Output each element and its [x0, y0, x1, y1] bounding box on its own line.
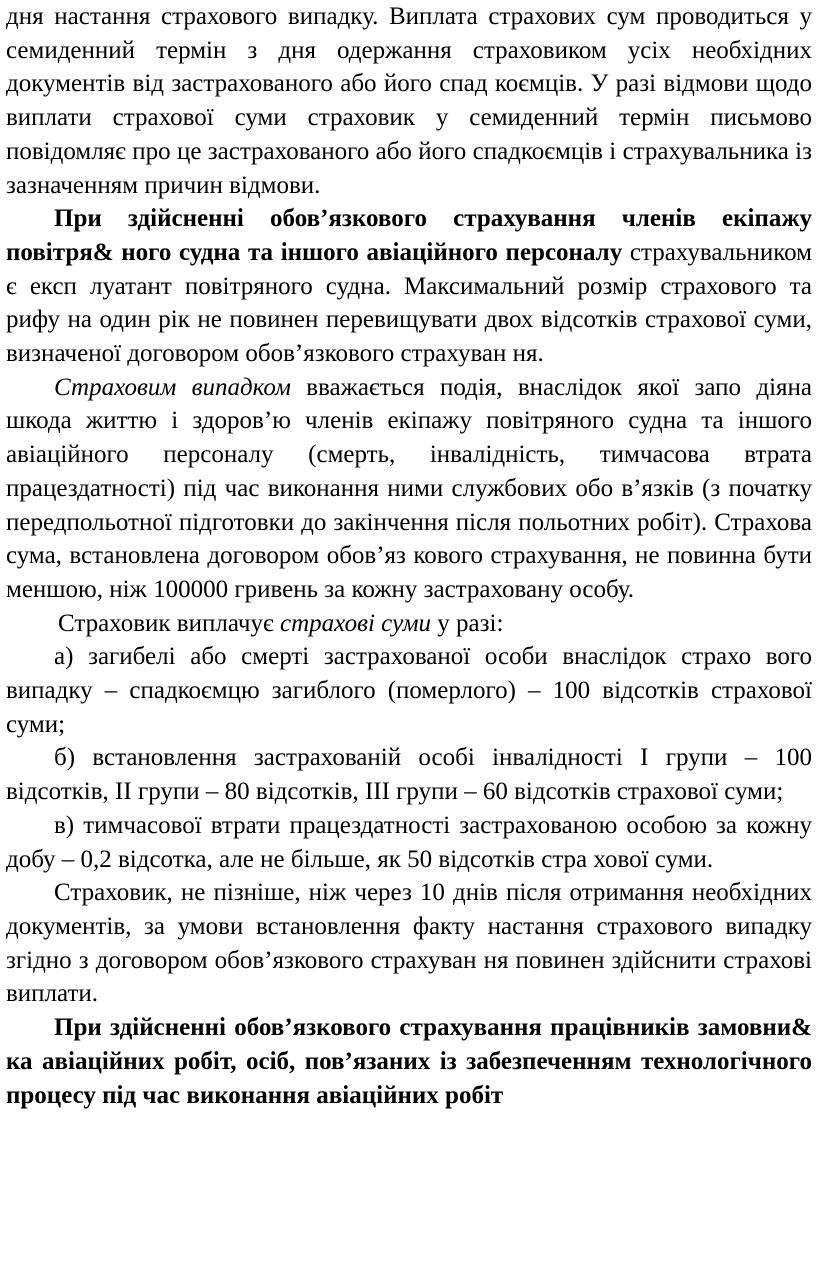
paragraph-2-text: страхувальником є експ луатант повітряного судна. Максимальний розмір страхового та рифу на один рік не повинен перевищувати двох відсотків страхової суми, визначеної договором обов’язкового страхуван ня.	[6, 238, 813, 368]
paragraph-2	[6, 202, 812, 371]
list-item-b: б) встановлення застрахованій особі інвалідності I групи – 100 відсотків, II групи – 80 відсотків, III групи – 60 відсотків страхової суми;	[6, 744, 812, 806]
paragraph-9	[6, 1011, 812, 1112]
paragraph-3-italic-term: Страховим випадком	[54, 373, 291, 401]
paragraph-2-bold-lead: При здійсненні обов’язкового страхування членів екіпажу повітря& ного судна та іншого авіаційного персоналу	[6, 205, 812, 266]
list-item-c: в) тимчасової втрати працездатності застрахованою особою за кожну добу – 0,2 відсотка, але не більше, як 50 відсотків стра хової суми.	[6, 811, 812, 873]
paragraph-4-tail: у разі:	[431, 609, 504, 637]
paragraph-3-text: вважається подія, внаслідок якої запо діяна шкода життю і здоров’ю членів екіпажу повітряного судна та іншого авіаційного персоналу (смерть, інвалідність, тимчасова втрата працездатності) під час виконання ними службових обо в’язків (з початку передпольотної підготовки до закінчення після польотних робіт). Страхова сума, встановлена договором обов’яз кового страхування, не повинна бути меншою, ніж 100000 гривень за кожну застраховану особу.	[6, 373, 812, 603]
paragraph-4	[6, 607, 812, 641]
paragraph-4-lead: Страховик виплачує	[58, 609, 280, 637]
paragraph-4-italic-term: страхові суми	[280, 609, 432, 637]
paragraph-9-bold-heading: При здійсненні обов’язкового страхування працівників замовни& ка авіаційних робіт, осіб, пов’язаних із забезпеченням технологічного процесу під час виконання авіаційних робіт	[6, 1014, 812, 1109]
list-item-a: а) загибелі або смерті застрахованої особи внаслідок страхо вого випадку – спадкоємцю загиблого (померлого) – 100 відсотків страхової суми;	[6, 643, 812, 738]
paragraph-1: дня настання страхового випадку. Виплата страхових сум проводиться у семиденний термін з дня одержання страховиком усіх необхідних документів від застрахованого або його спад коємців. У разі відмови щодо виплати страхової суми страховик у семиденний термін письмово повідомляє про це застрахованого або його спадкоємців і страхувальника із зазначенням причин відмови.	[6, 3, 812, 199]
paragraph-3	[6, 371, 812, 607]
paragraph-8: Страховик, не пізніше, ніж через 10 днів після отримання необхідних документів, за умови встановлення факту настання страхового випадку згідно з договором обов’язкового страхуван ня повинен здійснити страхові виплати.	[6, 879, 812, 1008]
